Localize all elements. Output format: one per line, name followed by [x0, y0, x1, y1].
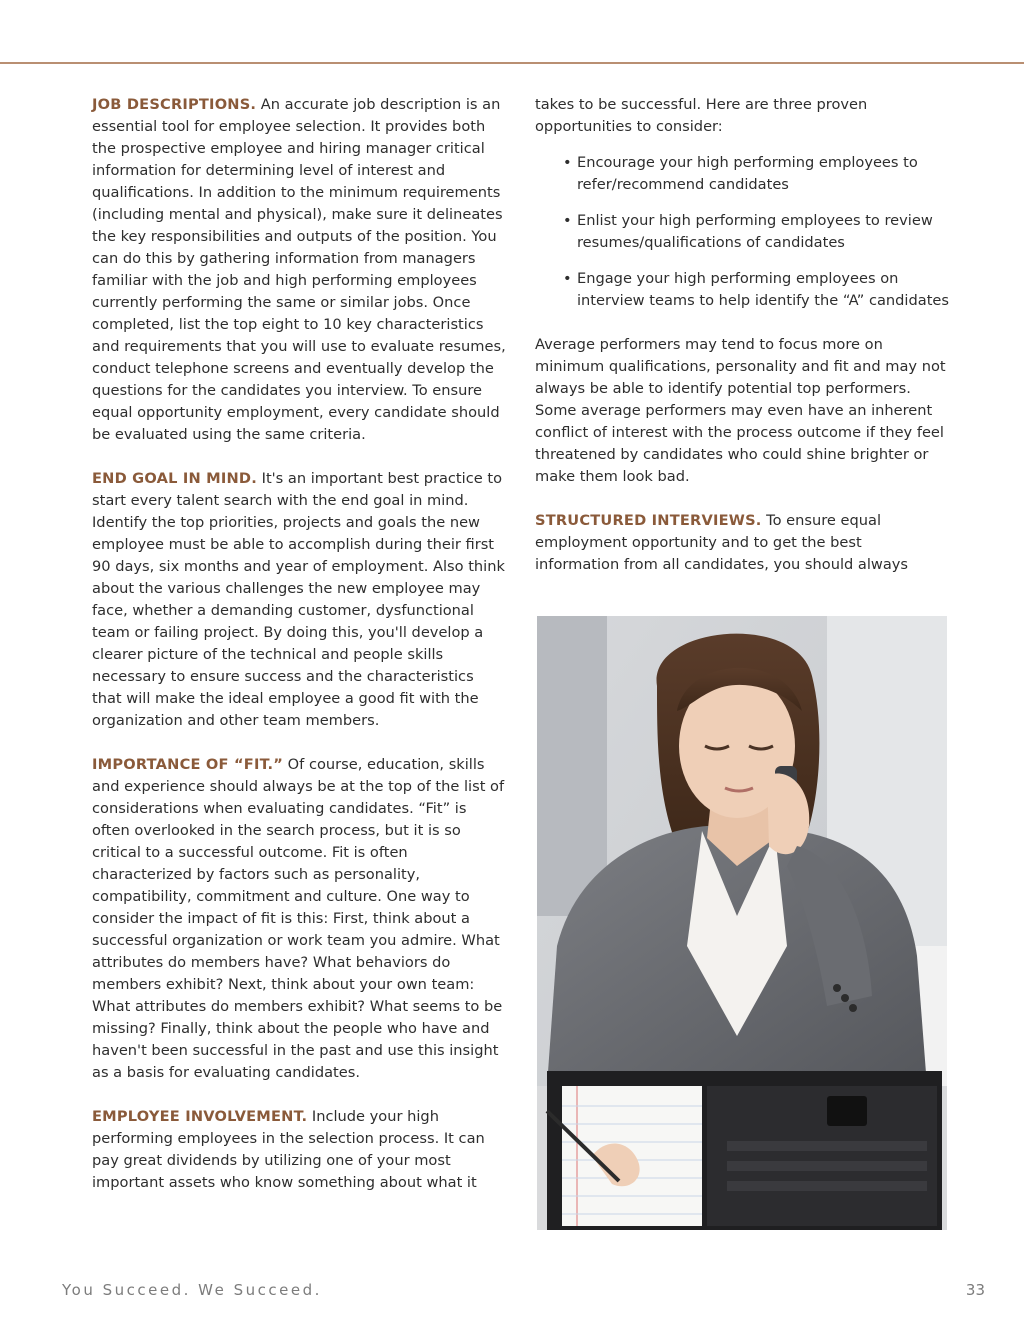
bullet-list	[535, 152, 950, 312]
paragraph-continuation: takes to be successful. Here are three proven opportunities to consider:	[535, 96, 868, 135]
page-number: 33	[965, 1281, 985, 1299]
text-structured-interviews: To ensure equal employment opportunity and to get the best information from all candidates, you should always	[535, 512, 909, 573]
bullet-item: • Engage your high performing employees on interview teams to help identify the “A” candidates	[563, 268, 950, 312]
photo-illustration	[537, 616, 947, 1230]
text-importance-of-fit: Of course, education, skills and experience should always be at the top of the list of considerations when evaluating candidates. “Fit” is often overlooked in the search process, but it is so critical to a successful outcome. Fit is often characterized by factors such as personality, compatibility, commitment and culture. One way to consider the impact of fit is this: First, think about a successful organization or work team you admire. What attributes do members have? What behaviors do members exhibit? Next, think about your own team: What attributes do members exhibit? What seems to be missing? Finally, think about the people who have and haven't been successful in the past and use this insight as a basis for evaluating candidates.	[92, 756, 505, 1081]
bullet-item: • Enlist your high performing employees to review resumes/qualifications of candidates	[563, 210, 950, 254]
paragraph-job-descriptions	[92, 94, 507, 446]
paragraph-average-performers: Average performers may tend to focus more on minimum qualifications, personality and fit and may not always be able to identify potential top performers. Some average performers may even have an inherent conflict of interest with the process outcome if they feel threatened by candidates who could shine brighter or make them look bad.	[535, 336, 946, 485]
paragraph-end-goal	[92, 468, 507, 732]
heading-end-goal: END GOAL IN MIND.	[92, 470, 257, 487]
heading-employee-involvement: EMPLOYEE INVOLVEMENT.	[92, 1108, 308, 1125]
text-end-goal: It's an important best practice to start every talent search with the end goal in mind. Identify the top priorities, projects and goals the new employee must be able to accomplish during their first 90 days, six months and year of employment. Also think about the various challenges the new employee may face, whether a demanding customer, dysfunctional team or failing project. By doing this, you'll develop a clearer picture of the technical and people skills necessary to ensure success and the characteristics that will make the ideal employee a good fit with the organization and other team members.	[92, 470, 505, 729]
heading-importance-of-fit: IMPORTANCE OF “FIT.”	[92, 756, 284, 773]
bullet-item: • Encourage your high performing employees to refer/recommend candidates	[563, 152, 950, 196]
left-column	[92, 94, 507, 1194]
paragraph-employee-involvement	[92, 1106, 507, 1194]
right-column	[535, 94, 950, 576]
text-employee-involvement: Include your high performing employees in the selection process. It can pay great dividends by utilizing one of your most important assets who know something about what it	[92, 1108, 485, 1191]
photo-businesswoman-on-phone	[537, 616, 947, 1230]
heading-job-descriptions: JOB DESCRIPTIONS.	[92, 96, 257, 113]
heading-structured-interviews: STRUCTURED INTERVIEWS.	[535, 512, 762, 529]
paragraph-importance-of-fit	[92, 754, 507, 1084]
text-job-descriptions: An accurate job description is an essential tool for employee selection. It provides both the prospective employee and hiring manager critical information for determining level of interest and qualifications. In addition to the minimum requirements (including mental and physical), make sure it delineates the key responsibilities and outputs of the position. You can do this by gathering information from managers familiar with the job and high performing employees currently performing the same or similar jobs. Once completed, list the top eight to 10 key characteristics and requirements that you will use to evaluate resumes, conduct telephone screens and eventually develop the questions for the candidates you interview. To ensure equal opportunity employment, every candidate should be evaluated using the same criteria.	[92, 96, 506, 443]
paragraph-structured-interviews	[535, 510, 950, 576]
header-rule	[0, 62, 1024, 64]
footer-tagline: You Succeed. We Succeed.	[62, 1281, 322, 1299]
